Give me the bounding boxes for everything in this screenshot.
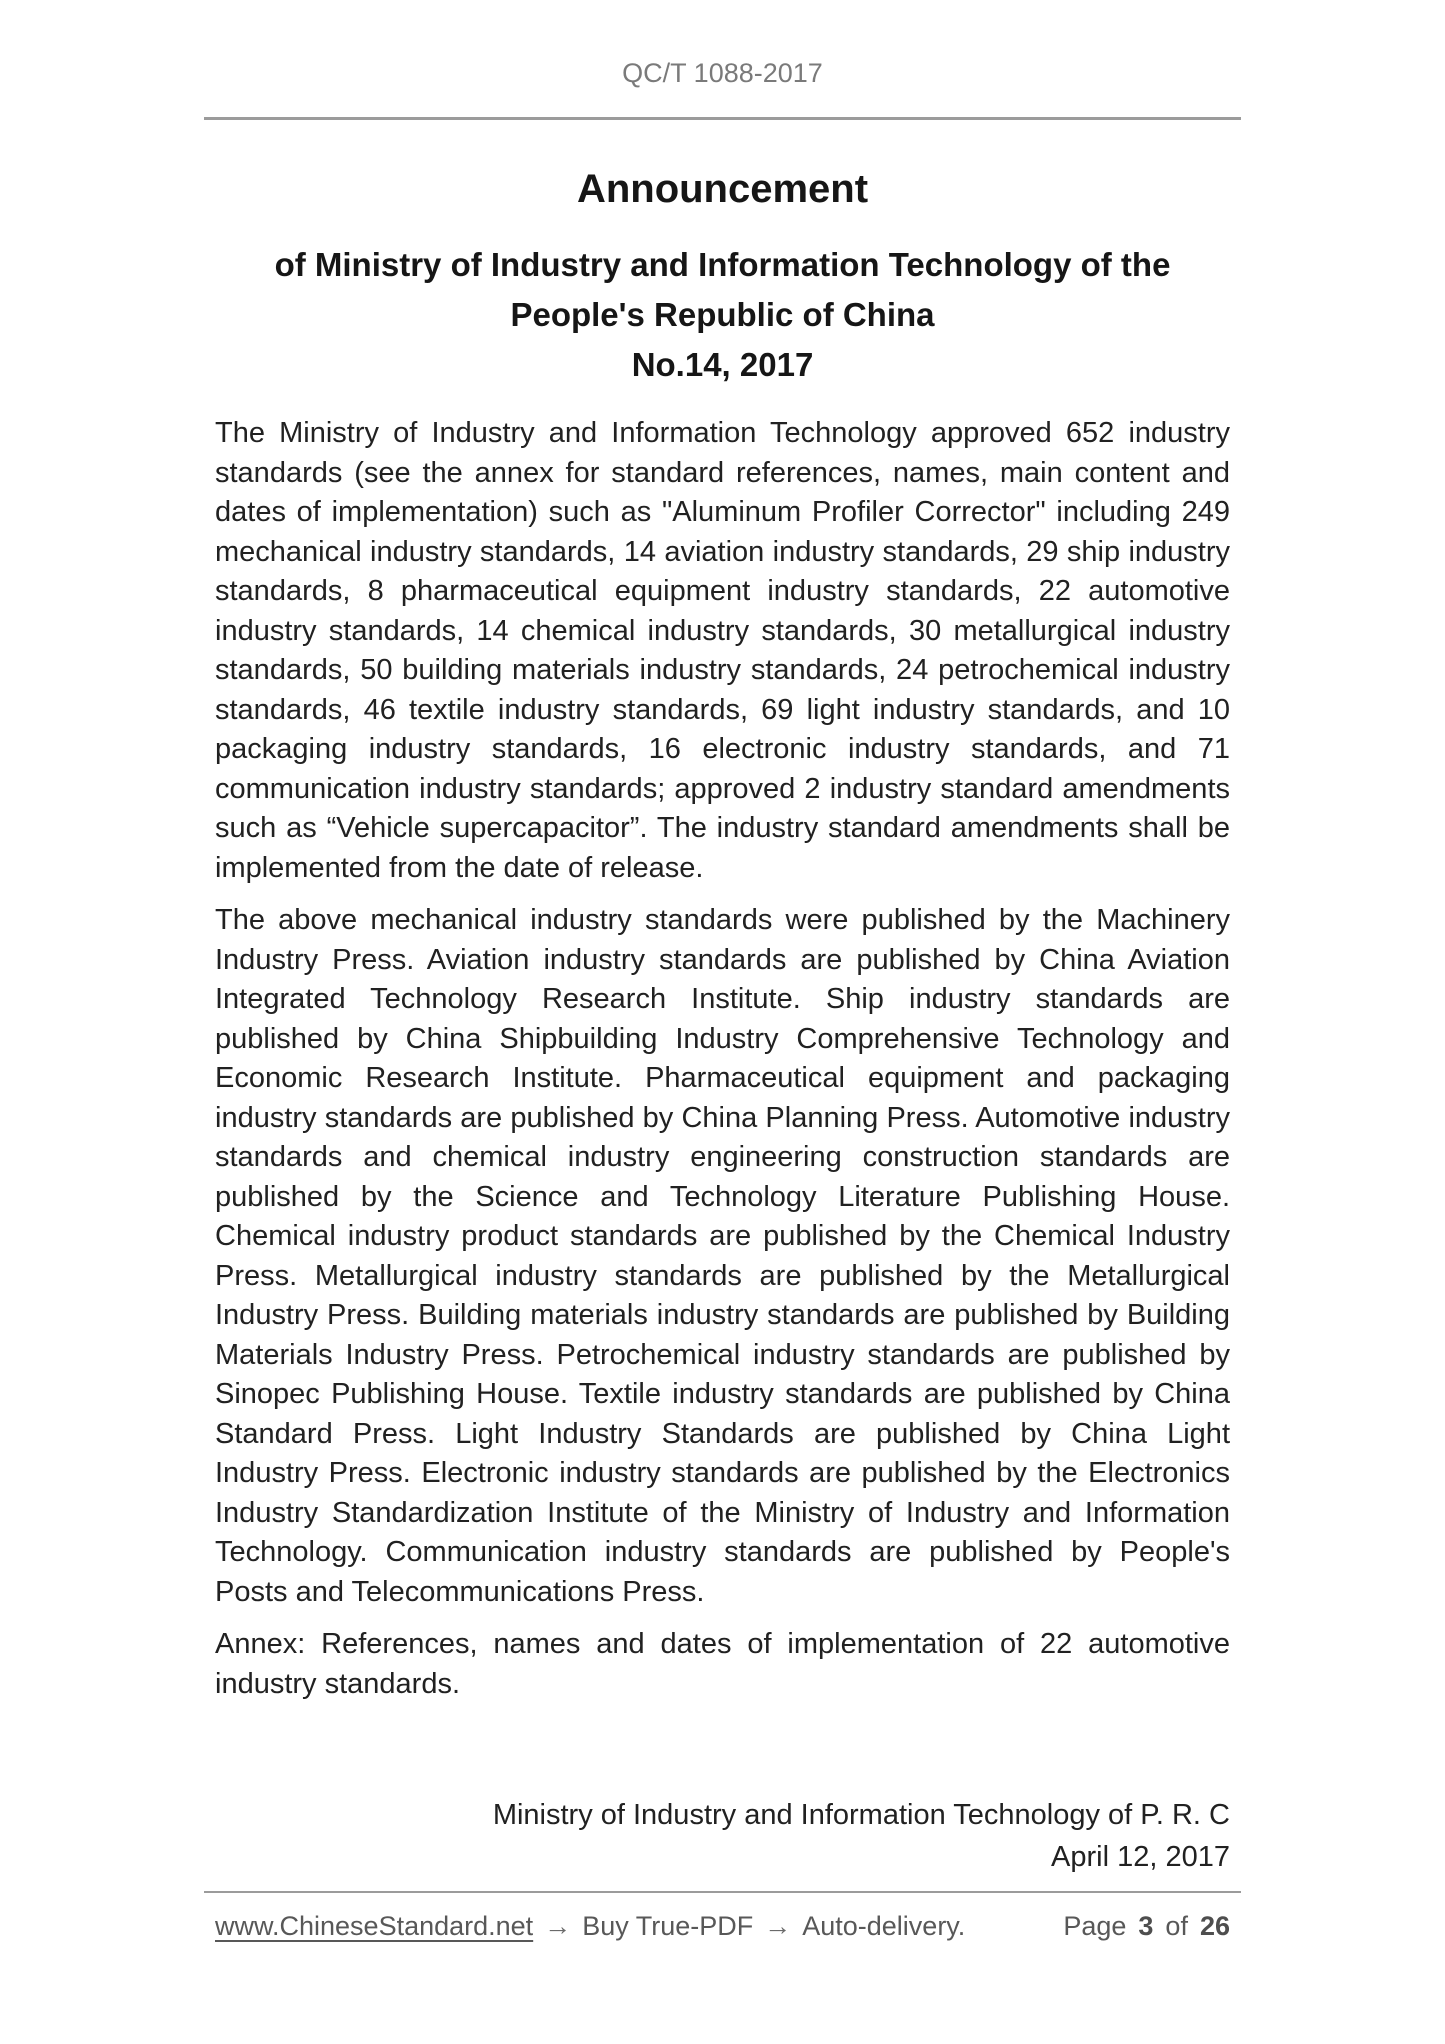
footer-branding: [215, 1910, 965, 1943]
subtitle-line-2: People's Republic of China: [510, 296, 935, 333]
total-page-number: 26: [1199, 1911, 1230, 1941]
body-paragraph-1: The Ministry of Industry and Information Technology approved 652 industry standards (see the annex for standard references, names, main content and dates of implementation) such as "Aluminum Profiler Corrector" including 249 mechanical industry standards, 14 aviation industry standards, 29 ship industry standards, 8 pharmaceutical equipment industry standards, 22 automotive industry standards, 14 chemical industry standards, 30 metallurgical industry standards, 50 building materials industry standards, 24 petrochemical industry standards, 46 textile industry standards, 69 light industry standards, and 10 packaging industry standards, 16 electronic industry standards, and 71 communication industry standards; approved 2 industry standard amendments such as “Vehicle supercapacitor”. The industry standard amendments shall be implemented from the date of release.: [215, 417, 1230, 884]
page-word: Page: [1063, 1911, 1127, 1941]
standard-code-header: QC/T 1088-2017: [622, 58, 823, 88]
subtitle-line-1: of Ministry of Industry and Information Technology of the: [274, 246, 1171, 283]
body-paragraph-2: The above mechanical industry standards were published by the Machinery Industry Press. Aviation industry standards are published by China Aviation Integrated Technology Research Institute. Ship industry standards are published by China Shipbuilding Industry Comprehensive Technology and Economic Research Institute. Pharmaceutical equipment and packaging industry standards are published by China Planning Press. Automotive industry standards and chemical industry engineering construction standards are published by the Science and Technology Literature Publishing House. Chemical industry product standards are published by the Chemical Industry Press. Metallurgical industry standards are published by the Metallurgical Industry Press. Building materials industry standards are published by Building Materials Industry Press. Petrochemical industry standards are published by Sinopec Publishing House. Textile industry standards are published by China Standard Press. Light Industry Standards are published by China Light Industry Press. Electronic industry standards are published by the Electronics Industry Standardization Institute of the Ministry of Industry and Information Technology. Communication industry standards are published by People's Posts and Telecommunications Press.: [215, 904, 1230, 1608]
subtitle-block: [0, 240, 1445, 390]
page-indicator: [1063, 1910, 1230, 1943]
signature-block: [215, 1794, 1230, 1878]
current-page-number: 3: [1138, 1911, 1154, 1941]
of-word: of: [1165, 1911, 1188, 1941]
footer-action-delivery: Auto-delivery.: [802, 1911, 966, 1941]
document-number: No.14, 2017: [631, 346, 814, 383]
signature-date: April 12, 2017: [1051, 1841, 1230, 1873]
annex-paragraph: Annex: References, names and dates of implementation of 22 automotive industry standards.: [215, 1628, 1230, 1700]
footer-action-buy: Buy True-PDF: [582, 1911, 754, 1941]
page-footer: [215, 1910, 1230, 1943]
header-divider: [204, 117, 1241, 120]
document-body: [215, 414, 1230, 1878]
page-title: Announcement: [576, 167, 869, 211]
site-link[interactable]: www.ChineseStandard.net: [215, 1911, 534, 1941]
signature-org: Ministry of Industry and Information Technology of P. R. C: [492, 1799, 1230, 1831]
arrow-icon: →: [544, 1911, 572, 1941]
arrow-icon: →: [764, 1911, 792, 1941]
footer-divider: [204, 1891, 1241, 1893]
